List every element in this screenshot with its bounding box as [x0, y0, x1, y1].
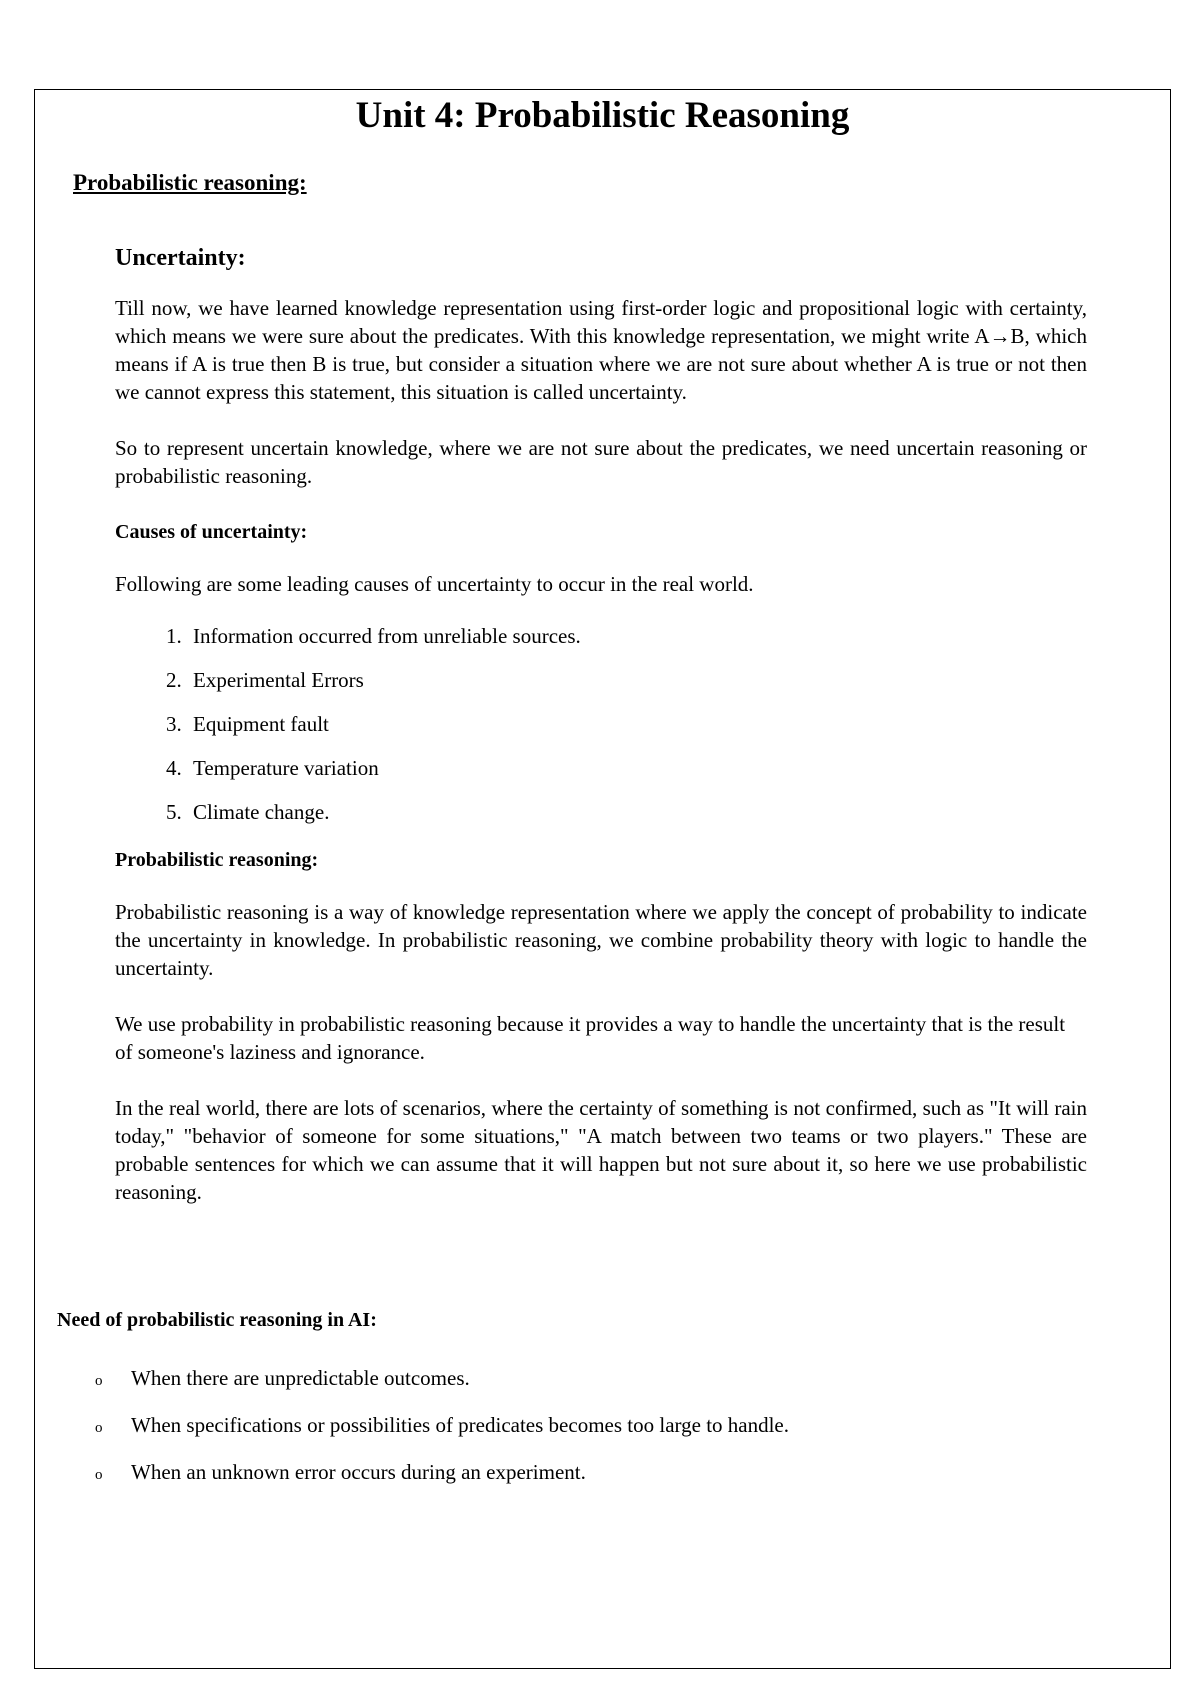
bullet-icon: o — [95, 1373, 103, 1389]
list-item-text: When specifications or possibilities of predicates becomes too large to handle. — [131, 1413, 790, 1437]
list-item — [95, 1458, 789, 1489]
page-title: Unit 4: Probabilistic Reasoning — [355, 95, 850, 136]
main-content — [115, 242, 1087, 1234]
probabilistic-paragraph-3: In the real world, there are lots of scenarios, where the certainty of something is not confirmed, such as "It will rain today," "behavior of someone for some situations," "A match between two teams or two players." These are probable sentences for which we can assume that it will happen but not sure about it, so here we use probabilistic reasoning. — [115, 1096, 1087, 1204]
bullet-icon: o — [95, 1420, 103, 1436]
probabilistic-heading: Probabilistic reasoning: — [115, 849, 319, 871]
bullet-icon: o — [95, 1467, 103, 1483]
probabilistic-paragraph-2: We use probability in probabilistic reasoning because it provides a way to handle the uncertainty that is the result of someone's laziness and ignorance. — [115, 1012, 1066, 1064]
needs-list — [95, 1364, 789, 1505]
uncertainty-paragraph-2: So to represent uncertain knowledge, where we are not sure about the predicates, we need uncertain reasoning or probabilistic reasoning. — [115, 436, 1087, 488]
need-heading: Need of probabilistic reasoning in AI: — [57, 1309, 377, 1331]
section-heading: Probabilistic reasoning: — [73, 170, 307, 195]
probabilistic-paragraph-1: Probabilistic reasoning is a way of knowledge representation where we apply the concept of probability to indicate the uncertainty in knowledge. In probabilistic reasoning, we combine probability theory with logic to handle the uncertainty. — [115, 900, 1087, 980]
causes-list — [115, 622, 1087, 826]
list-item: 2. Experimental Errors — [187, 666, 1087, 694]
list-item-text: When there are unpredictable outcomes. — [131, 1366, 470, 1390]
list-item — [95, 1411, 789, 1442]
uncertainty-heading: Uncertainty: — [115, 245, 246, 271]
list-item: 5. Climate change. — [187, 798, 1087, 826]
list-item-text: When an unknown error occurs during an experiment. — [131, 1460, 586, 1484]
list-item: 4. Temperature variation — [187, 754, 1087, 782]
list-item — [95, 1364, 789, 1395]
list-item: 3. Equipment fault — [187, 710, 1087, 738]
uncertainty-paragraph-1: Till now, we have learned knowledge representation using first-order logic and propositional logic with certainty, which means we were sure about the predicates. With this knowledge representation, we might write A→B, which means if A is true then B is true, but consider a situation where we are not sure about whether A is true or not then we cannot express this statement, this situation is called uncertainty. — [115, 296, 1087, 404]
causes-heading: Causes of uncertainty: — [115, 521, 308, 543]
list-item: 1. Information occurred from unreliable sources. — [187, 622, 1087, 650]
causes-intro: Following are some leading causes of uncertainty to occur in the real world. — [115, 572, 754, 596]
